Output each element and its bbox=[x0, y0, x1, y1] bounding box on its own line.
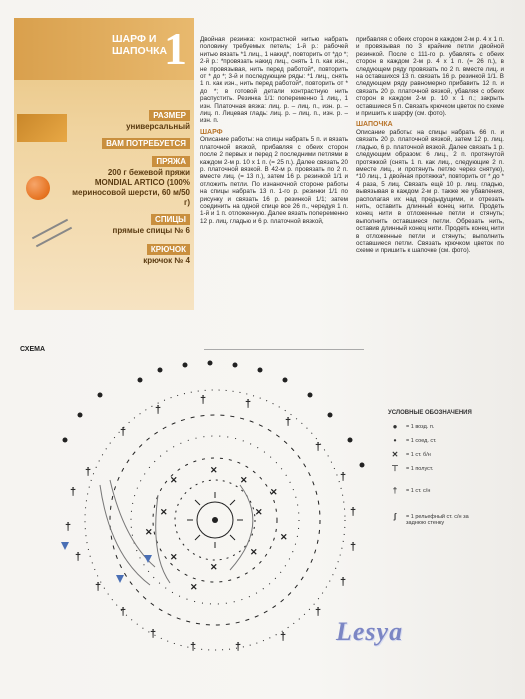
project-title: ШАРФ И ШАПОЧКА bbox=[112, 33, 168, 57]
author-signature: Lesya bbox=[336, 617, 404, 646]
svg-text:†: † bbox=[245, 398, 252, 410]
needles-image-2 bbox=[36, 227, 72, 248]
svg-text:†: † bbox=[235, 641, 242, 653]
svg-text:✕: ✕ bbox=[210, 465, 218, 475]
needles-image bbox=[32, 219, 68, 240]
svg-text:†: † bbox=[285, 416, 292, 428]
svg-text:†: † bbox=[315, 606, 322, 618]
svg-text:✕: ✕ bbox=[160, 507, 168, 517]
legend-row bbox=[388, 486, 498, 512]
svg-text:†: † bbox=[350, 506, 357, 518]
info-sidebar bbox=[14, 18, 194, 310]
svg-text:✕: ✕ bbox=[270, 487, 278, 497]
yarn-label: ПРЯЖА bbox=[152, 156, 190, 167]
svg-text:†: † bbox=[150, 628, 157, 640]
legend bbox=[388, 410, 498, 526]
legend-row bbox=[388, 512, 498, 526]
stitches-description: Двойная резинка: контрастной нитью набрать половину требуемых петель; 1-й р.: рабочей нитью вязать *1 лиц., 1 накид*, повторить от *до *; 2-й р.: *провязать накид лиц., снять 1 п. как изн., не провязывая, нить перед работой*, повторить от * до *; 3-й и последующие ряды: *1 лиц., снять 1 п. как изн., нить перед работой*, повторить от * до *; в готовой детали контрастную нить распустить. Резинка 1/1: попеременно 1 лиц., 1 изн. Платочная вязка: лиц. р. – лиц. п., изн. р. – лиц. п. Лицевая гладь: лиц. р. – лиц. п., изн. р. – изн. п. bbox=[200, 36, 348, 125]
yarn-value: 200 г бежевой пряжи MONDIAL ARTICO (100% мериносовой шерсти, 60 м/50 г) bbox=[72, 168, 190, 207]
half-double-crochet-icon: ⊤ bbox=[391, 464, 399, 473]
size-value: универсальный bbox=[126, 122, 190, 131]
svg-text:†: † bbox=[65, 521, 72, 533]
legend-row bbox=[388, 436, 498, 450]
materials-label: ВАМ ПОТРЕБУЕТСЯ bbox=[102, 138, 190, 149]
legend-text: = 1 ст. б/н bbox=[406, 452, 431, 458]
text-column-1 bbox=[200, 36, 348, 225]
svg-text:✕: ✕ bbox=[170, 475, 178, 485]
svg-text:†: † bbox=[200, 394, 207, 406]
svg-text:†: † bbox=[280, 631, 287, 643]
svg-text:✕: ✕ bbox=[280, 532, 288, 542]
svg-text:†: † bbox=[315, 441, 322, 453]
svg-text:✕: ✕ bbox=[190, 582, 198, 592]
legend-row bbox=[388, 422, 498, 436]
svg-text:†: † bbox=[340, 471, 347, 483]
relief-stitch-icon: ʃ bbox=[393, 512, 397, 521]
text-column-2 bbox=[356, 36, 504, 255]
hat-heading: ШАПОЧКА bbox=[356, 121, 393, 129]
svg-text:†: † bbox=[120, 426, 127, 438]
legend-text: = 1 возд. п. bbox=[406, 424, 435, 430]
svg-text:†: † bbox=[350, 541, 357, 553]
svg-text:✕: ✕ bbox=[240, 475, 248, 485]
svg-text:†: † bbox=[120, 606, 127, 618]
hook-label: КРЮЧОК bbox=[147, 244, 190, 255]
needles-label: СПИЦЫ bbox=[151, 214, 190, 225]
svg-text:✕: ✕ bbox=[250, 547, 258, 557]
chain-stitch-icon: ● bbox=[392, 422, 398, 431]
hat-description: Описание работы: на спицы набрать 66 п. и связать 20 р. платочной вязкой, затем 12 р. лиц. гладью, 6 р. платочной вязкой. Далее связать 1 р. следующим образом: 6 лиц., 2 п. протянутой протяжкой (снять 1 п. как лиц., следующие 2 п. вместе лиц., и протянуть петлю через снятую), *10 лиц., 1 двойная протяжка*, повторить от * до * 4 раза, 5 лиц. Связать ещё 10 р. лиц. гладью, вывязывая в каждом 2-м р. также же убавления, располагая их над предыдущими, и отрезать нить, оставить длинный конец нити. Продеть конец нити в отложенные петли и стянуть; выполнить оставшиеся петли. Обрезать нить, оставив длинный конец нити. Продеть конец нити в отложенные петли и стянуть; выполнить оставшиеся петли. Связать крючком цветок по схеме и пришить к шапочке (см. фото). bbox=[356, 128, 504, 255]
scheme-label: СХЕМА bbox=[20, 346, 46, 353]
svg-text:✕: ✕ bbox=[210, 562, 218, 572]
scarf-heading: ШАРФ bbox=[200, 128, 223, 136]
svg-text:✕: ✕ bbox=[145, 527, 153, 537]
single-crochet-icon: ✕ bbox=[391, 450, 399, 459]
crochet-flower-diagram bbox=[40, 355, 385, 675]
legend-text: = 1 соед. ст. bbox=[406, 438, 437, 444]
project-number: 1 bbox=[164, 23, 187, 74]
project-photo bbox=[17, 114, 67, 142]
slip-stitch-icon: • bbox=[393, 436, 397, 445]
divider-line bbox=[204, 349, 364, 350]
svg-text:†: † bbox=[155, 404, 162, 416]
yarn-ball-image bbox=[26, 176, 50, 200]
svg-text:†: † bbox=[70, 486, 77, 498]
legend-text: = 1 ст. с/н bbox=[406, 488, 431, 494]
size-label: РАЗМЕР bbox=[149, 110, 190, 121]
svg-text:✕: ✕ bbox=[255, 507, 263, 517]
legend-text: = 1 полуст. bbox=[406, 466, 434, 472]
svg-text:†: † bbox=[95, 581, 102, 593]
svg-text:✕: ✕ bbox=[170, 552, 178, 562]
svg-text:†: † bbox=[340, 576, 347, 588]
legend-title: УСЛОВНЫЕ ОБОЗНАЧЕНИЯ bbox=[388, 410, 472, 416]
legend-text: = 1 рельефный ст. с/н за заднюю стенку bbox=[406, 514, 469, 526]
svg-text:†: † bbox=[85, 466, 92, 478]
legend-row bbox=[388, 450, 498, 464]
svg-text:†: † bbox=[190, 641, 197, 653]
double-crochet-icon: † bbox=[392, 486, 398, 495]
legend-row bbox=[388, 464, 498, 486]
scarf-description-continued: прибавляя с обеих сторон в каждом 2-м р. 4 х 1 п. и провязывая по 3 крайние петли двойной резинкой. После с 111-го р. убавлять с обеих сторон в каждом 2-м р. 4 х 1 п. (= 26 п.), в следующем ряду провязать по 2 п. вместе лиц. и на оставшихся 13 п. связать 16 р. резинкой 1/1. В следующем ряду равномерно прибавить 12 п. и связать 20 р. платочной вязкой, убавляя с обеих сторон в каждом 2-м р. 10 х 1 п.; закрыть оставшиеся 5 п. Связать крючком цветок по схеме и пришить к шарфу (см. фото). bbox=[356, 36, 504, 118]
svg-text:†: † bbox=[75, 551, 82, 563]
scarf-description: Описание работы: на спицы набрать 5 п. и вязать платочной вязкой, прибавляя с обеих сторон после 2 первых и перед 2 последними петлями в каждом 2-м р. 10 х 1 п. (= 25 п.). Далее связать 20 р. платочной вязкой. В 42-м р. провязать по 2 п. вместе лиц. (= 13 п.), затем 16 р. резинкой 1/1 и отложить петли. По изнаночной стороне работы на спицы набрать 13 п. 1-го р. резинки 1/1 по рисунку и связать 16 р. резинкой 1/1; затем соединить на одной спице все 26 п., чередуя 1 п. 1-й и 1 п. отложенную. Далее вязать попеременно 12 р. лиц. гладью и 6 р. платочной вязкой, bbox=[200, 136, 348, 225]
hook-value: крючок № 4 bbox=[143, 256, 190, 265]
needles-value: прямые спицы № 6 bbox=[112, 226, 190, 235]
